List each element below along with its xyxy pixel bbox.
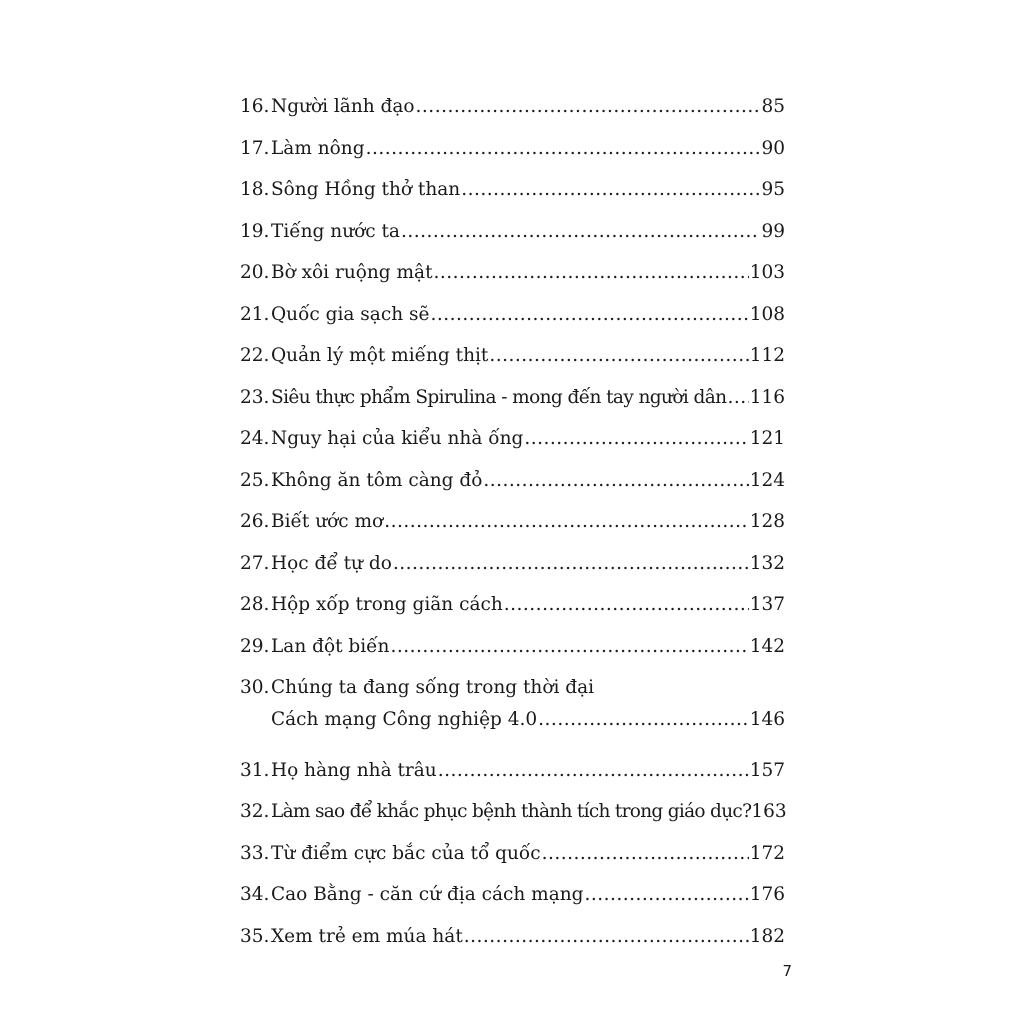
entry-title: Từ điểm cực bắc của tổ quốc [271,842,541,864]
entry-title-continued: Cách mạng Công nghiệp 4.0 [271,709,538,730]
dot-leader [401,217,761,247]
entry-page: 163 [751,801,787,822]
entry-number: 32. [240,801,270,822]
toc-entry-35 [240,922,785,964]
entry-title: Làm nông [271,137,365,159]
dot-leader [504,590,749,620]
entry-page: 99 [761,220,785,242]
entry-number: 34. [240,884,270,905]
toc-entry-30 [240,673,785,756]
toc-entry-22 [240,341,785,383]
entry-number: 31. [240,759,270,781]
entry-page: 108 [749,303,785,325]
dot-leader [483,466,748,496]
entry-number: 29. [240,635,270,657]
entry-title: Siêu thực phẩm Spirulina - mong đến tay người dân [271,386,727,408]
entry-title: Bờ xôi ruộng mật [271,262,433,283]
toc-entry-31 [240,756,785,798]
entry-title: Nguy hại của kiểu nhà ống [271,428,524,449]
entry-second-line [240,705,785,735]
toc-entry-24 [240,424,785,466]
entry-title: Lan đột biến [271,635,390,657]
entry-title: Làm sao để khắc phục bệnh thành tích trong giáo dục? [271,801,752,822]
entry-title: Sông Hồng thở than [271,179,461,200]
entry-page: 90 [761,137,785,159]
dot-leader [464,922,749,952]
toc-entry-29 [240,632,785,674]
entry-page: 103 [749,262,785,283]
entry-title: Cao Bằng - căn cứ địa cách mạng [271,884,584,905]
entry-page: 146 [749,709,785,730]
toc-entry-26 [240,507,785,549]
entry-title: Quản lý một miếng thịt [271,345,489,366]
entry-title: Hộp xốp trong giãn cách [271,594,503,615]
entry-title: Không ăn tôm càng đỏ [271,469,483,491]
toc-entry-23 [240,383,785,425]
entry-page: 172 [749,842,785,864]
toc-entry-32 [240,797,785,839]
toc-entry-25 [240,466,785,508]
page-number: 7 [782,962,792,980]
toc-entry-27 [240,549,785,591]
entry-page: 157 [749,759,785,781]
dot-leader [384,507,749,537]
dot-leader [430,300,748,330]
toc-entry-18 [240,175,785,217]
entry-page: 95 [761,179,785,200]
entry-number: 18. [240,179,270,200]
entry-title: Chúng ta đang sống trong thời đại [271,677,595,698]
dot-leader [393,549,749,579]
entry-title: Người lãnh đạo [271,96,415,117]
dot-leader [542,839,749,869]
entry-number: 33. [240,842,270,864]
entry-number: 19. [240,220,270,242]
entry-number: 21. [240,303,270,325]
entry-number: 22. [240,345,270,366]
dot-leader [524,424,748,454]
entry-page: 176 [749,884,785,905]
entry-number: 16. [240,96,270,117]
entry-page: 85 [761,96,785,117]
dot-leader [438,756,749,786]
dot-leader [366,134,761,164]
toc-entry-16 [240,92,785,134]
toc-entry-28 [240,590,785,632]
entry-first-line [240,673,785,703]
entry-number: 30. [240,677,270,698]
entry-number: 35. [240,925,270,947]
toc-entry-17 [240,134,785,176]
entry-page: 142 [749,635,785,657]
dot-leader [538,705,749,735]
entry-title: Quốc gia sạch sẽ [271,303,430,325]
table-of-contents [240,92,785,963]
entry-number: 23. [240,386,270,408]
entry-number: 27. [240,552,270,574]
dot-leader [489,341,748,371]
dot-leader [416,92,761,122]
dot-leader [585,880,749,910]
entry-number: 17. [240,137,270,159]
toc-entry-34 [240,880,785,922]
entry-page: 124 [749,469,785,491]
entry-number: 20. [240,262,270,283]
entry-page: 112 [749,345,785,366]
entry-number: 25. [240,469,270,491]
dot-leader [461,175,760,205]
entry-title: Biết ước mơ [271,511,384,532]
entry-page: 132 [749,552,785,574]
entry-number: 24. [240,428,270,449]
entry-title: Học để tự do [271,552,392,574]
entry-number: 28. [240,594,270,615]
entry-title: Xem trẻ em múa hát [271,925,463,947]
entry-title: Họ hàng nhà trâu [271,759,437,781]
dot-leader [434,258,749,288]
entry-page: 128 [749,511,785,532]
toc-entry-20 [240,258,785,300]
toc-entry-19 [240,217,785,259]
entry-number: 26. [240,511,270,532]
entry-page: 182 [749,925,785,947]
entry-page: 121 [749,428,785,449]
entry-page: 137 [749,594,785,615]
toc-entry-21 [240,300,785,342]
toc-entry-33 [240,839,785,881]
dot-leader [727,383,748,413]
entry-title: Tiếng nước ta [271,220,400,242]
dot-leader [390,632,748,662]
entry-page: 116 [749,386,785,408]
